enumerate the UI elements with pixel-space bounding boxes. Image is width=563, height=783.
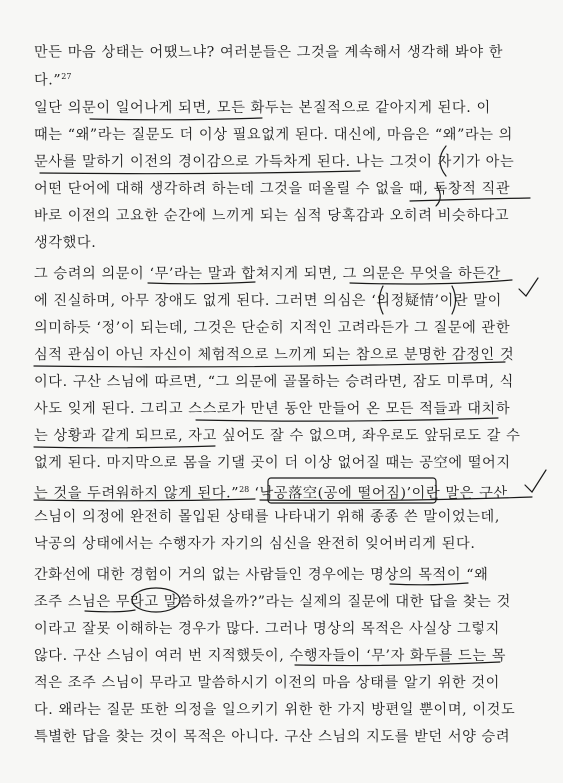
text-line	[34, 68, 533, 90]
text-line	[34, 508, 533, 526]
line-text: 이라고 잘못 이해하는 경우가 많다. 그러나 명상의 목적은 사실상 그렇지	[34, 621, 500, 637]
line-text: 만든 마음 상태는 어땠느냐? 여러분들은 그것을 계속해서 생각해 봐야 한	[34, 44, 504, 61]
line-text: 는 것을 두려워하지 않게 된다.”	[34, 485, 240, 502]
text-line	[34, 180, 533, 198]
text-line	[34, 234, 533, 252]
text-line	[34, 728, 533, 746]
text-line	[34, 373, 533, 391]
text-line	[34, 265, 533, 283]
text-line	[34, 400, 533, 418]
line-text: ‘낙공落空(공에 떨어짐)’이란 말은 구산	[249, 485, 508, 502]
text-line	[34, 292, 533, 310]
text-line	[34, 207, 533, 225]
text-line	[34, 99, 533, 117]
line-text: 다. 왜라는 질문 또한 의정을 일으키기 위한 한 가지 방편일 뿐이며, 이것도	[34, 702, 516, 718]
line-text: 생각했다.	[34, 235, 97, 251]
text-line	[34, 454, 533, 472]
line-text: 심적 관심이 아닌 자신이 체험적으로 느끼게 되는 참으로 분명한 감정인 것	[34, 347, 515, 363]
text-line	[34, 427, 533, 445]
line-text: 않다. 구산 스님이 여러 번 지적했듯이, 수행자들이 ‘무’자 화두를 드는 목	[34, 648, 507, 664]
underline-mark	[34, 446, 215, 448]
text-line	[34, 593, 533, 611]
line-text: 간화선에 대한 경험이 거의 없는 사람들인 경우에는 명상의 목적이 “왜	[34, 567, 489, 583]
line-text: 특별한 답을 찾는 것이 목적은 아니다. 구산 스님의 지도를 받던 서양 승려	[34, 729, 511, 745]
line-text: 는 상황과 같게 되므로, 자고 싶어도 잘 수 없으며, 좌우로도 앞뒤로도 갈 수	[34, 428, 521, 444]
line-text: 낙공의 상태에서는 수행자가 자기의 심신을 완전히 잊어버리게 된다.	[34, 536, 476, 552]
text-line	[34, 126, 533, 144]
line-text: 없게 된다. 마지막으로 몸을 기댈 곳이 더 이상 없어질 때는 공空에 떨어지	[34, 455, 511, 471]
text-line	[34, 40, 533, 62]
underline-mark	[410, 198, 530, 201]
line-text: 스님이 의정에 완전히 몰입된 상태를 나타내기 위해 종종 쓴 말이었는데,	[34, 509, 500, 525]
text-line	[34, 701, 533, 719]
footnote-marker: 28	[239, 485, 250, 494]
text-line	[34, 346, 533, 364]
line-text: 사도 잊게 된다. 그리고 스스로가 만년 동안 만들어 온 모든 적들과 대치하	[34, 401, 511, 417]
line-text: 조주 스님은 무라고 말씀하셨을까?”라는 실제의 질문에 대한 답을 찾는 것	[34, 594, 511, 610]
text-line	[34, 647, 533, 665]
line-text: 문사를 말하기 이전의 경이감으로 가득차게 된다. 나는 그것이 자기가 아는	[34, 154, 515, 170]
line-text: 어떤 단어에 대해 생각하려 하는데 그것을 떠올릴 수 없을 때, 독창적 직관	[34, 181, 511, 197]
line-text: 에 진실하며, 아무 장애도 없게 된다. 그러면 의심은 ‘의정疑情’이란 말이	[34, 293, 502, 309]
line-text: 때는 “왜”라는 질문도 더 이상 필요없게 된다. 대신에, 마음은 “왜”라는 의	[34, 127, 513, 143]
underline-mark	[196, 418, 498, 421]
text-line	[34, 535, 533, 553]
line-text: 적은 조주 스님이 무라고 말씀하시기 이전의 마음 상태를 알기 위한 것이	[34, 675, 500, 691]
footnote-marker: 27	[61, 72, 72, 81]
text-line	[34, 481, 533, 503]
line-text: 다.”	[34, 72, 62, 89]
underline-mark	[40, 171, 360, 174]
line-text: 의미하듯 ‘정’이 되는데, 그것은 단순히 지적인 고려라든가 그 질문에 관한	[34, 320, 511, 336]
text-line	[34, 620, 533, 638]
line-text: 그 승려의 의문이 ‘무’라는 말과 합쳐지게 되면, 그 의문은 무엇을 하든간	[34, 266, 501, 282]
line-text: 이다. 구산 스님에 따르면, “그 의문에 골몰하는 승려라면, 잠도 미루며, 식	[34, 374, 514, 390]
line-text: 바로 이전의 고요한 순간에 느끼게 되는 심적 당혹감과 오히려 비슷하다고	[34, 208, 510, 224]
text-line	[34, 566, 533, 584]
underline-mark	[90, 118, 262, 120]
line-text: 일단 의문이 일어나게 되면, 모든 화두는 본질적으로 같아지게 된다. 이	[34, 100, 491, 116]
text-line	[34, 153, 533, 171]
text-line	[34, 674, 533, 692]
text-line	[34, 319, 533, 337]
